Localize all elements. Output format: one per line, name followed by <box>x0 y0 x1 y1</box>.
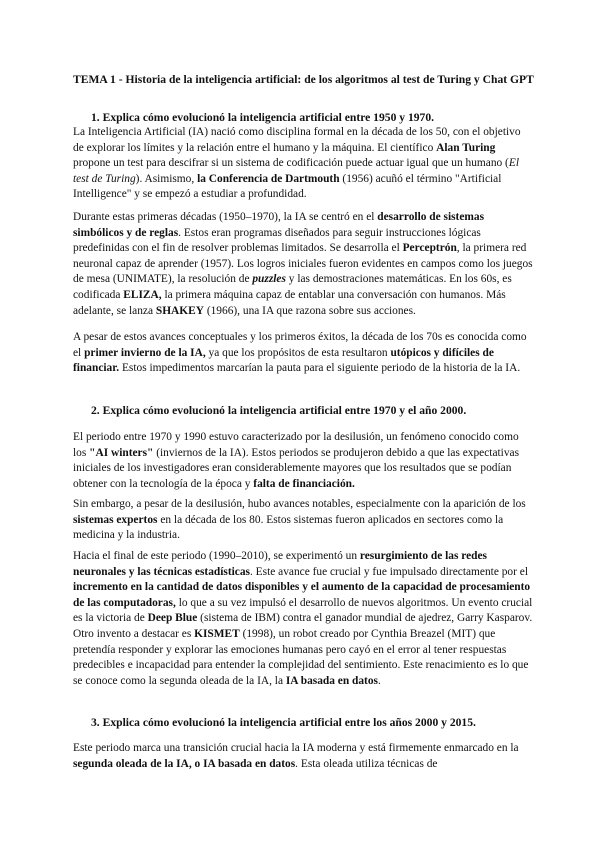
question-heading-2: 2. Explica cómo evolucionó la inteligencia artificial entre 1970 y el año 2000. <box>91 404 467 417</box>
question-heading-1: 1. Explica cómo evolucionó la inteligencia artificial entre 1950 y 1970. <box>91 111 435 124</box>
body-text: (1966), una IA que razona sobre sus acciones. <box>203 304 416 317</box>
body-text: Estos impedimentos marcarían la pauta para el siguiente periodo de la historia de la IA. <box>119 362 521 375</box>
paragraph-2 <box>73 210 533 319</box>
body-text: ya que los propósitos de esta resultaron <box>205 346 391 359</box>
document-title: TEMA 1 - Historia de la inteligencia artificial: de los algoritmos al test de Turing y Chat GPT <box>73 73 534 86</box>
emphasis-text: Deep Blue <box>147 612 198 625</box>
body-text: La Inteligencia Artificial (IA) nació como disciplina formal en la década de los 50, con el objetivo de explorar los límites y la relación entre el humano y la máquina. El científico <box>73 126 521 154</box>
paragraph-6 <box>73 549 533 689</box>
emphasis-text: desarrollo de sistemas simbólicos y de reglas <box>73 211 485 239</box>
emphasis-text: El test de Turing <box>73 157 519 185</box>
body-text: ). Asimismo, <box>135 172 198 185</box>
emphasis-text: segunda oleada de la IA, o IA basada en datos <box>73 757 296 770</box>
paragraph-7 <box>73 741 533 772</box>
body-text: El periodo entre 1970 y 1990 estuvo caracterizado por la desilusión, un fenómeno conocido como los <box>73 431 519 459</box>
body-text: . Esta oleada utiliza técnicas de <box>295 757 438 770</box>
emphasis-text: utópicos y difíciles de financiar. <box>73 346 494 375</box>
body-text: (1998), un robot creado por Cynthia Breazel (MIT) que pretendía responder y explorar las emociones humanas pero cayó en el error al tener respuestas predecibles e incapacidad para entender la complejidad del sentimiento. Este renacimiento es lo que se conoce como la segunda oleada de la IA, la <box>73 627 529 687</box>
body-text: , la primera red neuronal capaz de aprender (1957). Los logros iniciales fueron evidentes en campos como los juegos de mesa (UNIMATE), la resolución de <box>73 242 533 286</box>
body-text: Sin embargo, a pesar de la desilusión, hubo avances notables, especialmente con la aparición de los <box>73 498 526 510</box>
body-text: . Estos eran programas diseñados para seguir instrucciones lógicas predefinidas con el fin de resolver problemas limitados. Se desarrolla el <box>73 226 481 255</box>
body-text: A pesar de estos avances conceptuales y los primeros éxitos, la década de los 70s es conocida como el <box>73 331 527 359</box>
emphasis-text: sistemas expertos <box>73 513 158 526</box>
emphasis-text: la Conferencia de Dartmouth <box>197 172 340 185</box>
emphasis-text: primer invierno de la IA, <box>84 346 206 359</box>
body-text: (1956) acuñó el término "Artificial Intelligence" y se empezó a estudiar a profundidad. <box>73 172 502 201</box>
body-text: (inviernos de la IA). Estos periodos se produjeron debido a que las expectativas iniciales de los investigadores eran considerablemente mayores que los resultados que se podían obtener con la tecnología de la época y <box>73 446 520 490</box>
paragraph-5 <box>73 497 533 544</box>
body-text: la primera máquina capaz de entablar una conversación con humanos. Más adelante, se lanza <box>73 288 506 317</box>
emphasis-text: "AI winters" <box>89 446 154 459</box>
emphasis-text: resurgimiento de las redes neuronales y las técnicas estadísticas <box>73 550 487 578</box>
body-text: . <box>377 674 381 687</box>
paragraph-1 <box>73 125 533 203</box>
body-text: (sistema de IBM) contra el ganador mundial de ajedrez, Garry Kasparov. Otro invento a destacar es <box>73 612 533 640</box>
emphasis-text: Alan Turing <box>436 141 496 154</box>
emphasis-text: incremento en la cantidad de datos disponibles y el aumento de la capacidad de procesamiento de las computadoras, <box>73 581 531 609</box>
emphasis-text: Perceptrón <box>402 242 457 255</box>
body-text: propone un test para descifrar si un sistema de codificación puede actuar igual que un humano ( <box>73 157 509 170</box>
paragraph-4 <box>73 430 533 492</box>
body-text: Hacia el final de este periodo (1990–2010), se experimentó un <box>73 550 360 562</box>
body-text: Durante estas primeras décadas (1950–1970), la IA se centró en el <box>73 211 378 223</box>
paragraph-3 <box>73 330 533 377</box>
body-text: Este periodo marca una transición crucial hacia la IA moderna y está firmemente enmarcado en la <box>73 742 519 754</box>
question-heading-3: 3. Explica cómo evolucionó la inteligencia artificial entre los años 2000 y 2015. <box>91 716 476 729</box>
emphasis-text: SHAKEY <box>155 304 204 317</box>
body-text: lo que a su vez impulsó el desarrollo de nuevos algoritmos. Un evento crucial es la victoria de <box>73 596 533 625</box>
emphasis-text: puzzles <box>252 273 286 286</box>
body-text: y las demostraciones matemáticas. En los 60s, es codificada <box>73 273 512 301</box>
emphasis-text: IA basada en datos <box>285 674 378 687</box>
body-text: en la década de los 80. Estos sistemas fueron aplicados en sectores como la medicina y la industria. <box>73 513 504 542</box>
emphasis-text: ELIZA, <box>123 288 162 301</box>
emphasis-text: falta de financiación. <box>253 477 355 490</box>
emphasis-text: KISMET <box>194 627 240 640</box>
body-text: . Este avance fue crucial y fue impulsado directamente por el <box>249 565 528 578</box>
